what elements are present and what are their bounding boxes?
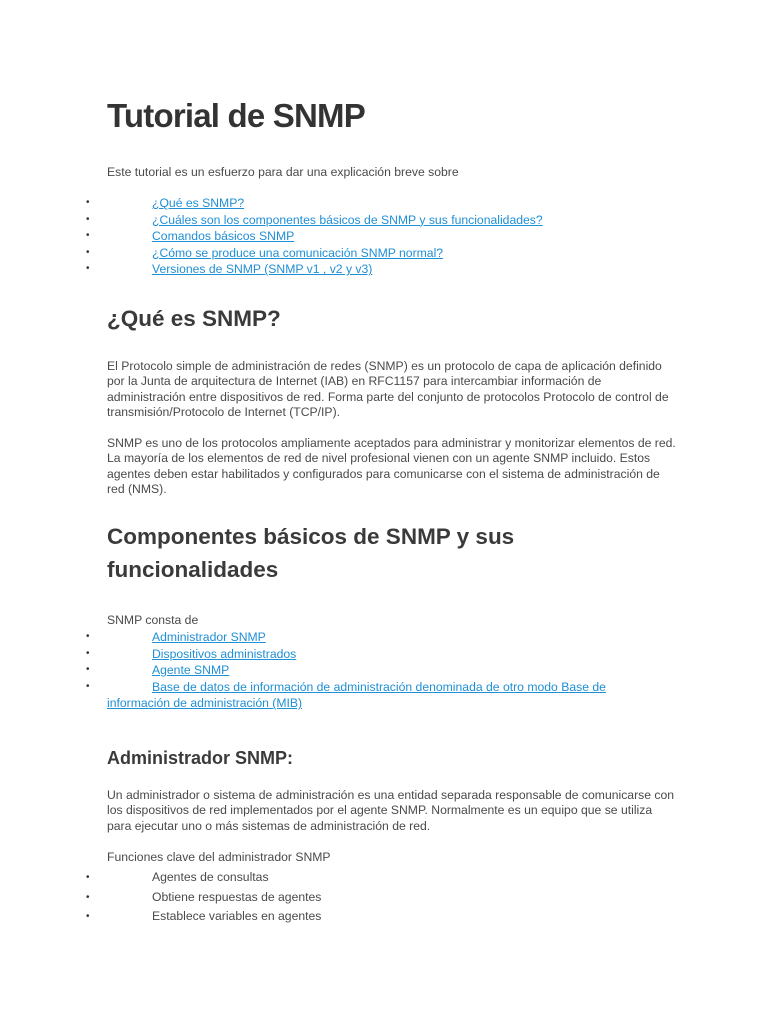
component-link-dispositivos[interactable]: Dispositivos administrados xyxy=(152,646,297,661)
section-componentes xyxy=(107,520,577,586)
bullet-icon: • xyxy=(86,664,90,676)
toc-link-componentes[interactable]: ¿Cuáles son los componentes básicos de SNMP y sus funcionalidades? xyxy=(152,212,543,227)
bullet-icon: • xyxy=(86,680,90,692)
function-text: Establece variables en agentes xyxy=(152,909,322,923)
component-item xyxy=(0,646,680,663)
section3-lead-wrap xyxy=(107,850,677,865)
function-text: Obtiene respuestas de agentes xyxy=(152,889,322,904)
functions-list xyxy=(0,868,680,927)
toc-item xyxy=(0,212,680,229)
toc-link-versiones[interactable]: Versiones de SNMP (SNMP v1 , v2 y v3) xyxy=(152,262,373,277)
section2-lead: SNMP consta de xyxy=(107,613,199,627)
toc-item xyxy=(0,245,680,262)
component-link-mib[interactable]: Base de datos de información de administración denominada de otro modo Base de información de administración (MIB) xyxy=(107,679,606,711)
section-heading: Componentes básicos de SNMP y sus funcionalidades xyxy=(107,524,515,582)
bullet-icon: • xyxy=(86,631,90,642)
intro-paragraph: Este tutorial es un esfuerzo para dar una explicación breve sobre xyxy=(107,165,459,179)
bullet-icon: • xyxy=(86,872,90,883)
intro-paragraph-wrap xyxy=(107,165,677,180)
function-item xyxy=(0,907,680,927)
section3-paragraph: Un administrador o sistema de administración es una entidad separada responsable de comunicarse con los dispositivos de red implementados por el agente SNMP. Normalmente es un equipo que se utiliza para ejecutar uno o más sistemas de administración de red. xyxy=(107,788,675,833)
section1-paragraph-2: SNMP es uno de los protocolos ampliamente aceptados para administrar y monitorizar elementos de red. La mayoría de los elementos de red de nivel profesional vienen con un agente SNMP incluido. Estos agentes deben estar habilitados y configurados para comunicarse con el sistema de administración de red (NMS). xyxy=(107,436,676,497)
bullet-icon: • xyxy=(86,246,90,258)
toc-item xyxy=(0,195,680,212)
section2-lead-wrap xyxy=(107,613,677,628)
bullet-icon: • xyxy=(86,647,90,659)
toc-item xyxy=(0,228,680,245)
function-item xyxy=(0,888,680,908)
section1-body-2 xyxy=(107,436,677,498)
section1-body xyxy=(107,359,677,421)
bullet-icon: • xyxy=(86,891,90,903)
toc-link-comunicacion[interactable]: ¿Cómo se produce una comunicación SNMP normal? xyxy=(152,245,444,260)
toc-list xyxy=(0,195,680,278)
section3-body xyxy=(107,788,677,834)
function-text: Agentes de consultas xyxy=(152,870,269,884)
bullet-icon: • xyxy=(86,263,90,275)
component-item xyxy=(0,662,680,679)
component-item xyxy=(0,629,680,646)
bullet-icon: • xyxy=(86,230,90,242)
section-que-es-snmp xyxy=(107,302,677,335)
section-heading: ¿Qué es SNMP? xyxy=(107,306,281,331)
function-item xyxy=(0,868,680,888)
page-title: Tutorial de SNMP xyxy=(107,97,365,134)
component-link-administrador[interactable]: Administrador SNMP xyxy=(152,630,266,644)
component-item xyxy=(0,679,680,712)
section1-paragraph-1: El Protocolo simple de administración de redes (SNMP) es un protocolo de capa de aplicación definido por la Junta de arquitectura de Internet (IAB) en RFC1157 para intercambiar información de administración entre dispositivos de red. Forma parte del conjunto de protocolos Protocolo de control de transmisión/Protocolo de Internet (TCP/IP). xyxy=(107,359,669,420)
toc-item xyxy=(0,261,680,278)
components-list xyxy=(0,629,680,712)
toc-link-que-es-snmp[interactable]: ¿Qué es SNMP? xyxy=(152,196,245,210)
bullet-icon: • xyxy=(86,197,90,208)
bullet-icon: • xyxy=(86,213,90,225)
component-link-agente[interactable]: Agente SNMP xyxy=(152,663,230,678)
section-administrador xyxy=(107,745,677,771)
section3-lead: Funciones clave del administrador SNMP xyxy=(107,850,331,864)
toc-link-comandos[interactable]: Comandos básicos SNMP xyxy=(152,229,295,244)
section-heading: Administrador SNMP: xyxy=(107,748,294,768)
bullet-icon: • xyxy=(86,911,90,922)
